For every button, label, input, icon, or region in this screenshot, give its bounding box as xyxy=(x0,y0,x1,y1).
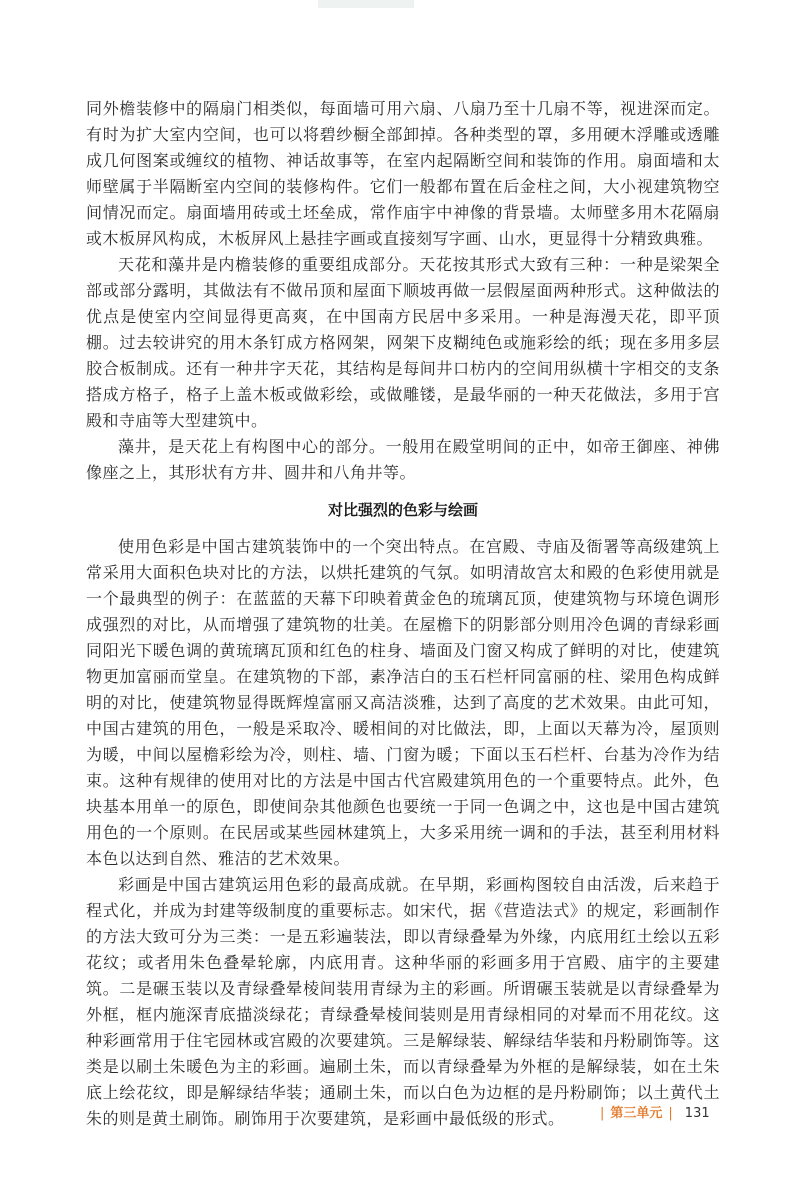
footer-separator-left: | xyxy=(600,1106,605,1121)
section-heading: 对比强烈的色彩与绘画 xyxy=(327,501,478,519)
unit-label: 第三单元 xyxy=(610,1106,663,1121)
paragraph-carved-partitions: 同外檐装修中的隔扇门相类似，每面墙可用六扇、八扇乃至十几扇不等，视进深而定。有时为扩大室内空间，也可以将碧纱橱全部卸掉。各种类型的罩，多用硬木浮雕或透雕成几何图案或缠纹的植物、神话故事等，在室内起隔断空间和装饰的作用。扇面墙和太师壁属于半隔断室内空间的装修构件。它们一般都布置在后金柱之间，大小视建筑物空间情况而定。扇面墙用砖或土坯垒成，常作庙宇中神像的背景墙。太师壁多用木花隔扇或木板屏风构成，木板屏风上悬挂字画或直接刻写字画、山水，更显得十分精致典雅。 xyxy=(86,99,720,248)
paragraph-color-usage: 使用色彩是中国古建筑装饰中的一个突出特点。在宫殿、寺庙及衙署等高级建筑上常采用大面积色块对比的方法，以烘托建筑的气氛。如明清故宫太和殿的色彩使用就是一个最典型的例子：在蓝蓝的天幕下印映着黄金色的琉璃瓦顶，使建筑物与环境色调形成强烈的对比，从而增强了建筑物的壮美。在屋檐下的阴影部分则用冷色调的青绿彩画同阳光下暖色调的黄琉璃瓦顶和红色的柱身、墙面及门窗又构成了鲜明的对比，使建筑物更加富丽而堂皇。在建筑物的下部，素净洁白的玉石栏杆同富丽的柱、梁用色构成鲜明的对比，使建筑物显得既辉煌富丽又高洁淡雅，达到了高度的艺术效果。由此可知，中国古建筑的用色，一般是采取冷、暖相间的对比做法，即，上面以天幕为冷，屋顶则为暖，中间以屋檐彩绘为冷，则柱、墙、门窗为暖；下面以玉石栏杆、台基为冷作为结束。这种有规律的使用对比的方法是中国古代宫殿建筑用色的一个重要特点。此外，色块基本用单一的原色，即使间杂其他颜色也要统一于同一色调之中，这也是中国古建筑用色的一个原则。在民居或某些园林建筑上，大多采用统一调和的手法，甚至利用材料本色以达到自然、雅洁的艺术效果。 xyxy=(86,537,720,868)
page-footer xyxy=(594,1104,710,1124)
paragraph-painted-decoration: 彩画是中国古建筑运用色彩的最高成就。在早期，彩画构图较自由活泼，后来趋于程式化，并成为封建等级制度的重要标志。如宋代，据《营造法式》的规定，彩画制作的方法大致可分为三类：一是五彩遍装法，即以青绿叠晕为外缘，内底用红土绘以五彩花纹；或者用朱色叠晕轮廓，内底用青。这种华丽的彩画多用于宫殿、庙宇的主要建筑。二是碾玉装以及青绿叠晕棱间装用青绿为主的彩画。所谓碾玉装就是以青绿叠晕为外框，框内施深青底描淡绿花；青绿叠晕棱间装则是用青绿相同的对晕而不用花纹。这种彩画常用于住宅园林或宫殿的次要建筑。三是解绿装、解绿结华装和丹粉刷饰等。这类是以刷土朱暖色为主的彩画。遍刷土朱，而以青绿叠晕为外框的是解绿装，如在土朱底上绘花纹，即是解绿结华装；通刷土朱，而以白色为边框的是丹粉刷饰；以土黄代土朱的则是黄土刷饰。刷饰用于次要建筑，是彩画中最低级的形式。 xyxy=(86,875,720,1128)
page-body xyxy=(86,96,720,1132)
top-edge-mark xyxy=(318,0,414,8)
footer-separator-right: | xyxy=(668,1106,673,1121)
page-number: 131 xyxy=(684,1106,710,1121)
paragraph-ceiling-types: 天花和藻井是内檐装修的重要组成部分。天花按其形式大致有三种：一种是梁架全部或部分露明，其做法有不做吊顶和屋面下顺坡再做一层假屋面两种形式。这种做法的优点是使室内空间显得更高爽，在中国南方民居中多采用。一种是海漫天花，即平顶棚。过去较讲究的用木条钉成方格网架，网架下皮糊纯色或施彩绘的纸；现在多用多层胶合板制成。还有一种井字天花，其结构是每间井口枋内的空间用纵横十字相交的支条搭成方格子，格子上盖木板或做彩绘，或做雕镂，是最华丽的一种天花做法，多用于宫殿和寺庙等大型建筑中。 xyxy=(86,255,720,430)
paragraph-caisson-ceiling: 藻井，是天花上有构图中心的部分。一般用在殿堂明间的正中，如帝王御座、神佛像座之上，其形状有方井、圆井和八角井等。 xyxy=(86,437,720,482)
